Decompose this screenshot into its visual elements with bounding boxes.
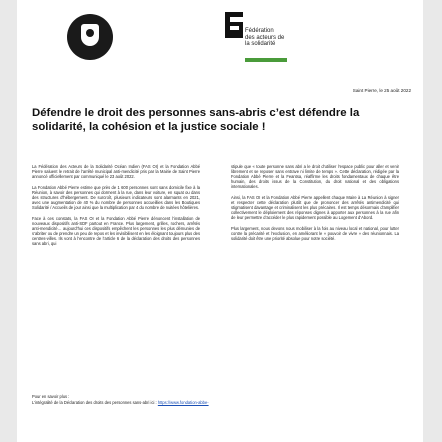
right-column bbox=[231, 164, 399, 247]
fondation-abbe-pierre-logo bbox=[67, 14, 113, 60]
fas-logo bbox=[225, 12, 305, 64]
document-title: Défendre le droit des personnes sans-abris c’est défendre la solidarité, la cohésion et la justice sociale ! bbox=[32, 107, 360, 133]
paragraph: Plus largement, nous devons nous mobiliser à la fois au niveau local et national, pour lutter contre la précarité et l’exclusion, en améliorant le « pouvoir de vivre » des réunionnais. La solidarité doit être une priorité absolue pour notre société. bbox=[231, 226, 399, 241]
declaration-text: L’intégralité de la Déclaration des droits des personnes sans-abri ici : bbox=[32, 400, 157, 405]
document-date: Saint Pierre, le 25 août 2022 bbox=[352, 88, 411, 93]
declaration-link[interactable]: https://www.fondation-abbe- bbox=[157, 400, 209, 405]
paragraph: Face à ces constats, la FAS OI et la Fondation Abbé Pierre dénoncent l’installation de nouveaux dispositifs anti-SDF partout en France. Plus largement, grilles, rochers, arrêtés anti-mendicité… aujourd’hui ces dispositifs empêchent les personnes les plus démunies de s’abriter ou de prendre un peu de repos et les invisibilisent en les éloignant toujours plus des centres-villes. Ils vont à l’encontre de l’article 6 de la déclaration des droits des personnes sans abri, qui bbox=[32, 216, 200, 246]
fas-logo-text: Fédération des acteurs de la solidarité bbox=[245, 28, 285, 47]
logo-accent-bar bbox=[245, 58, 287, 62]
paragraph: La Fédération des Acteurs de la Solidarité Océan Indien (FAS OI) et la Fondation Abbé Pierre saluent le retrait de l’arrêté municipal anti-mendicité pris par la Mairie de Saint Pierre annoncé officiellement par communiqué le 23 août 2022. bbox=[32, 164, 200, 179]
f-letter-icon bbox=[225, 12, 243, 38]
left-column bbox=[32, 164, 200, 252]
more-info-label: Pour en savoir plus : bbox=[32, 394, 70, 399]
footer bbox=[32, 394, 412, 406]
shield-icon bbox=[81, 24, 99, 46]
document-page bbox=[17, 0, 423, 442]
paragraph: La Fondation Abbé Pierre estime que près de 1 600 personnes sont sans domicile fixe à la Réunion, à savoir des personnes qui dorment à la rue, dans leur voiture, en squat ou dans des structures d’hébergement. De surcroît, plusieurs indicateurs sont alarmants en 2021, avec une augmentation de 40 % du nombre de personnes accueillies dans les Boutiques Solidarité / Accueils de jour ainsi que la multiplication par 4 du nombre de nuitées hôtelières. bbox=[32, 185, 200, 210]
paragraph: stipule que « toute personne sans abri a le droit d’utiliser l’espace public pour aller et venir librement et se reposer sans entrave ni limite de temps ». Cette déclaration, rédigée par la Fondation Abbé Pierre et la Feantsa, réaffirme les droits fondamentaux de chaque être humain, des droits issus de la Constitution, du droit national et des obligations internationales. bbox=[231, 164, 399, 189]
declaration-line bbox=[32, 400, 412, 406]
paragraph: Ainsi, la FAS OI et la Fondation Abbé Pierre appellent chaque Maire à La Réunion à signer et respecter cette déclaration plutôt que de prononcer des arrêtés antimendicité qui stigmatisent davantage et criminalisent les plus précaires. Il est temps désormais d’amplifier collectivement le déploiement des réponses dignes à apporter aux personnes à la rue afin de leur permettre d’accéder le plus rapidement possible au Logement d’Abord. bbox=[231, 195, 399, 220]
